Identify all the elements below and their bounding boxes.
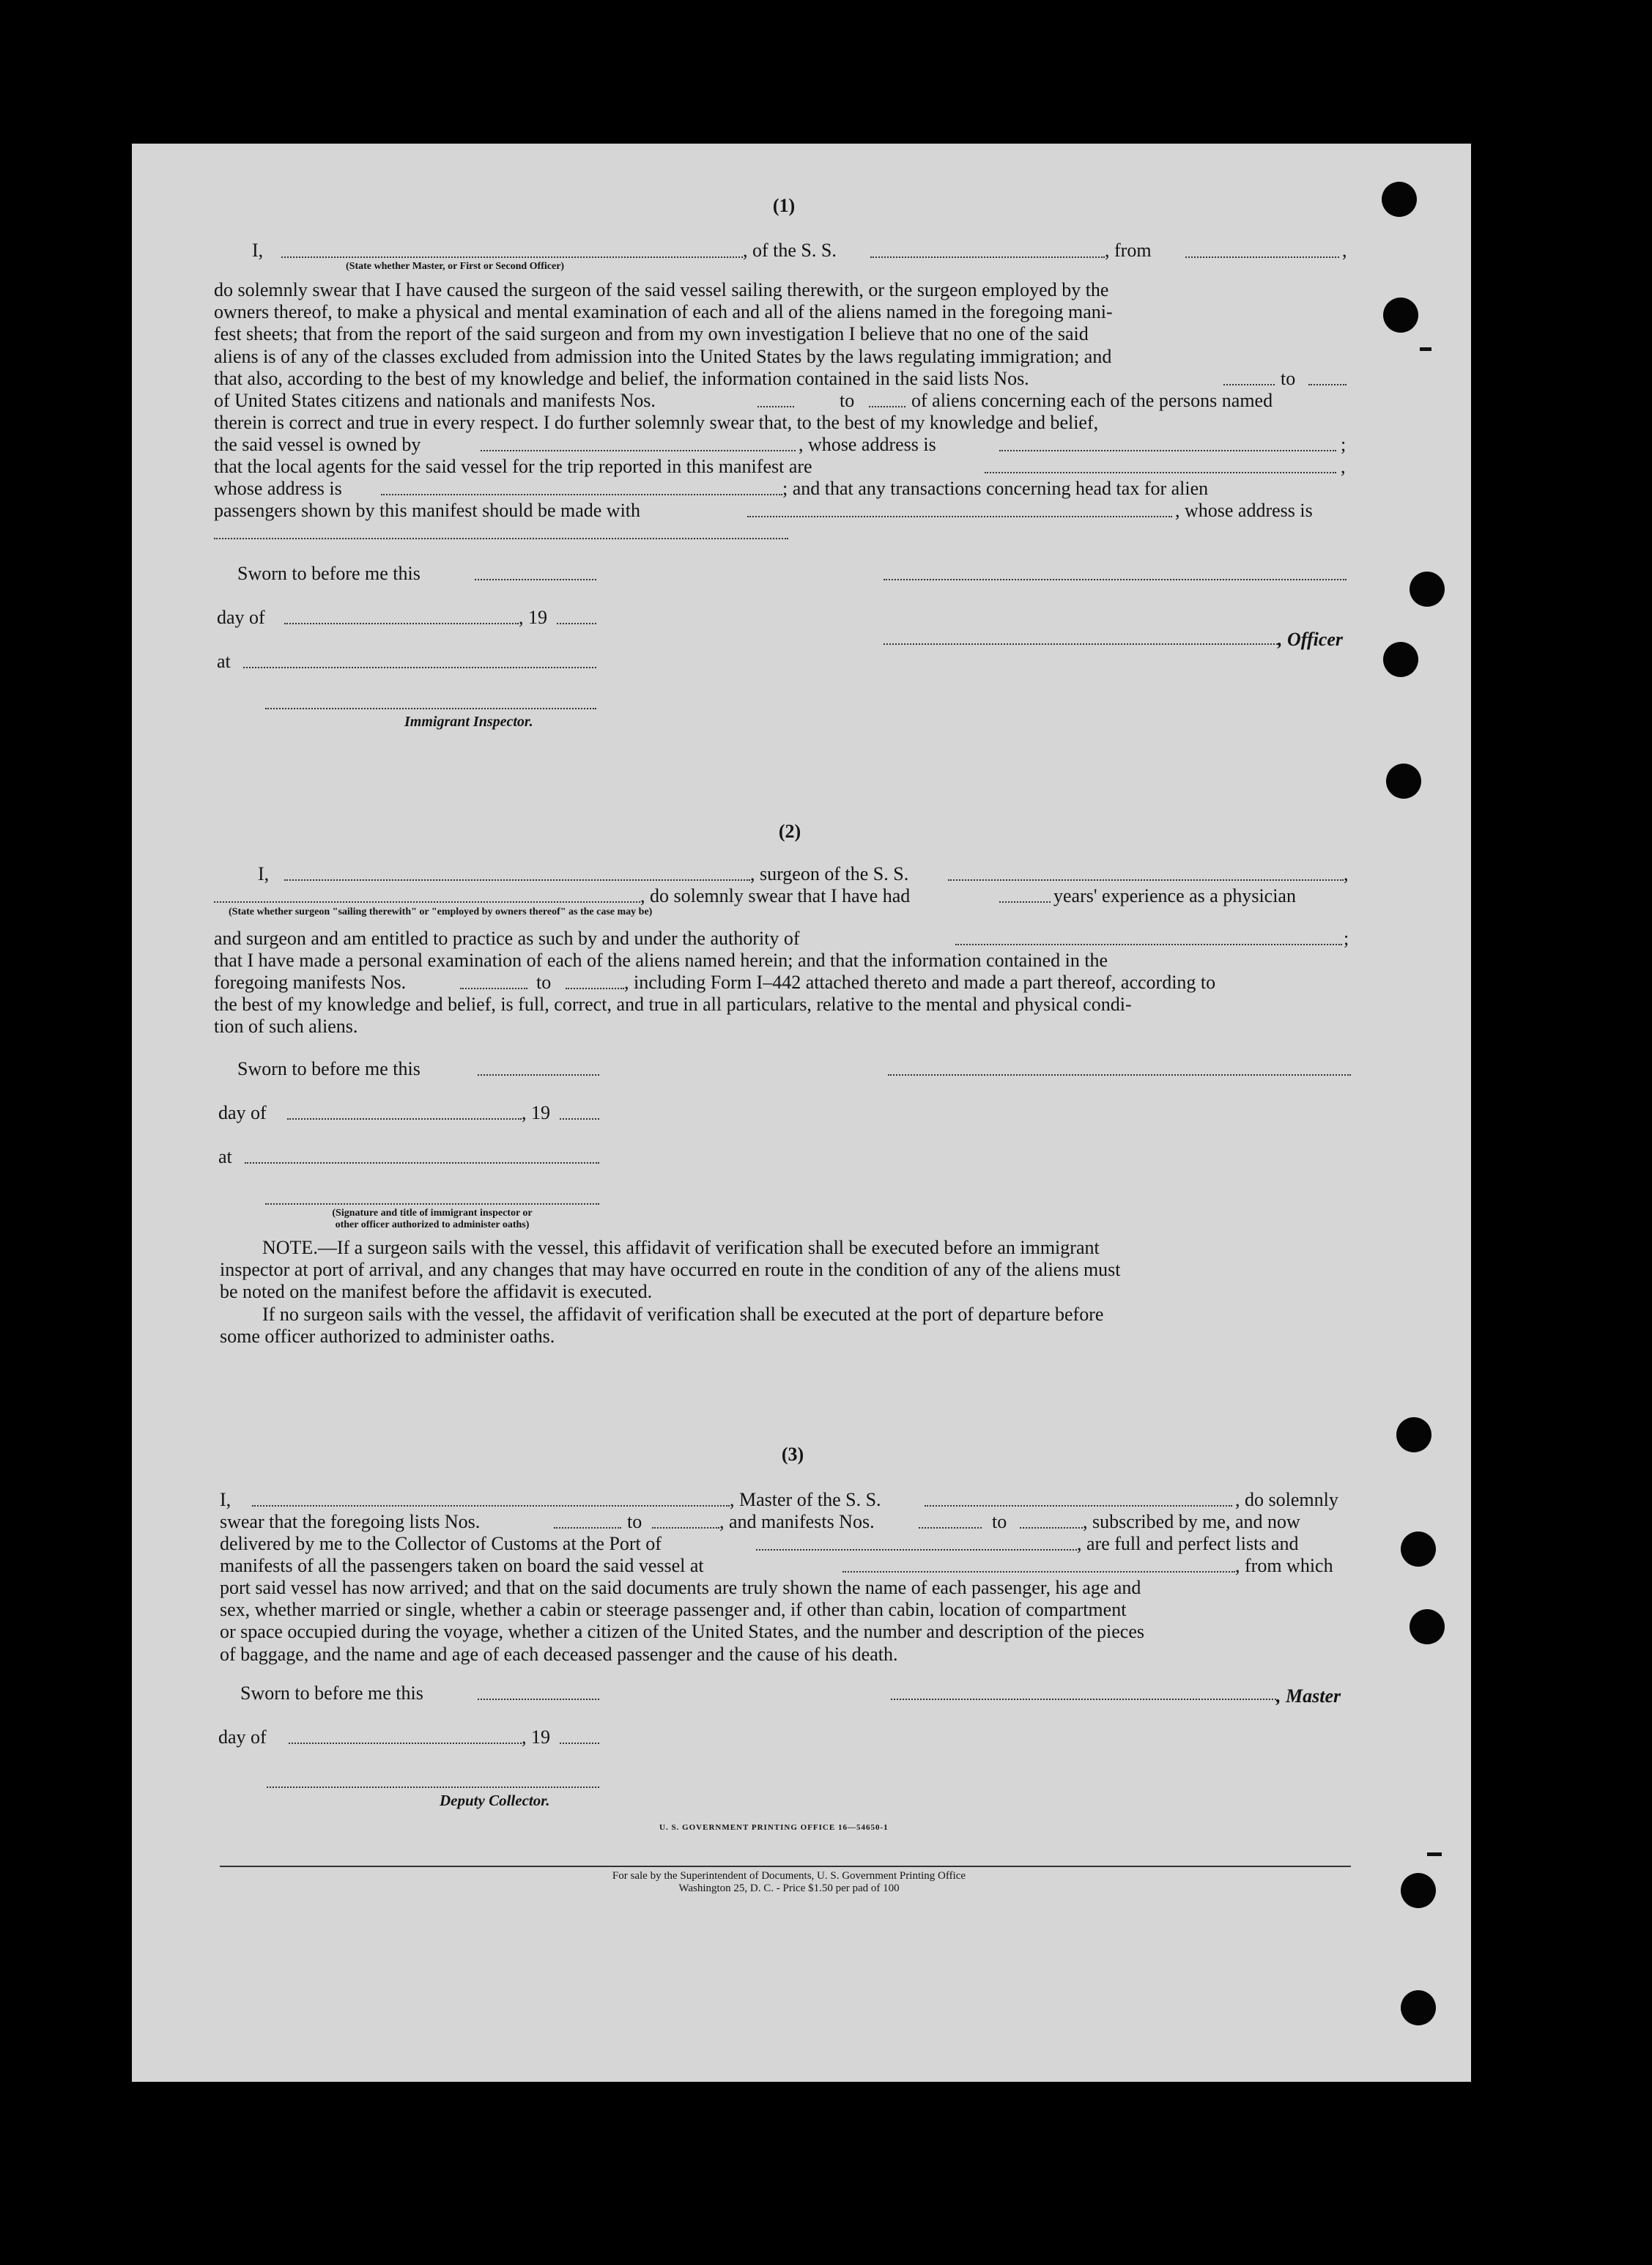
s2-month-field[interactable] bbox=[287, 1118, 522, 1120]
s1-line-8: the said vessel is owned by bbox=[214, 434, 421, 455]
s2-note-line-5: some officer authorized to administer oaths. bbox=[220, 1325, 555, 1347]
s2-line-a: and surgeon and am entitled to practice as such by and under the authority of bbox=[214, 928, 800, 949]
s1-local-agents-field[interactable] bbox=[985, 472, 1336, 473]
section-1-number: (1) bbox=[772, 195, 796, 216]
s1-manifests-to-field[interactable] bbox=[869, 406, 905, 407]
s3-body-paragraph bbox=[220, 1577, 1354, 1666]
s1-owner-address-field[interactable] bbox=[999, 450, 1336, 451]
s1-of-aliens: of aliens concerning each of the persons named bbox=[911, 390, 1273, 411]
s2-semicolon: ; bbox=[1344, 928, 1349, 949]
s2-line-c2: , including Form I–442 attached thereto and made a part thereof, according to bbox=[624, 972, 1216, 993]
s1-line-6: of United States citizens and nationals and manifests Nos. bbox=[214, 390, 656, 411]
s2-sworn-day-field[interactable] bbox=[478, 1074, 599, 1076]
punch-hole bbox=[1383, 298, 1418, 333]
s2-manifests-from-field[interactable] bbox=[460, 988, 527, 989]
s2-years: years' experience as a physician bbox=[1053, 885, 1296, 906]
s1-from-port-field[interactable] bbox=[1185, 256, 1339, 258]
s2-note-line-1: NOTE.—If a surgeon sails with the vessel, this affidavit of verification shall be executed before an immigrant bbox=[262, 1237, 1100, 1258]
s1-whose-address: , whose address is bbox=[799, 434, 936, 455]
s2-line-e: tion of such aliens. bbox=[214, 1016, 358, 1038]
s1-to-1: to bbox=[1281, 368, 1296, 389]
s3-nineteen: , 19 bbox=[522, 1726, 550, 1748]
s2-surgeon-name-field[interactable] bbox=[284, 879, 750, 881]
footer-sale-line-1: For sale by the Superintendent of Documents, U. S. Government Printing Office bbox=[612, 1870, 966, 1882]
s1-line-7: therein is correct and true in every respect. I do further solemnly swear that, to the best of my knowledge and belief, bbox=[214, 412, 1099, 433]
s3-year-field[interactable] bbox=[560, 1743, 599, 1744]
s1-rank-note: (State whether Master, or First or Second Officer) bbox=[346, 261, 565, 272]
s1-lists-from-field[interactable] bbox=[1223, 384, 1275, 385]
s3-day-of: day of bbox=[218, 1726, 267, 1748]
s1-line-5: that also, according to the best of my knowledge and belief, the information contained in the said lists Nos. bbox=[214, 368, 1029, 389]
s3-l2-to1: to bbox=[627, 1511, 642, 1532]
s3-line-4: of baggage, and the name and age of each deceased passenger and the cause of his death. bbox=[220, 1643, 898, 1665]
s3-master-signature-field[interactable] bbox=[891, 1699, 1276, 1700]
s2-note-paragraph bbox=[220, 1237, 1352, 1348]
s1-from: , from bbox=[1105, 240, 1152, 261]
s2-signature-field[interactable] bbox=[888, 1074, 1351, 1076]
s1-manifests-from-field[interactable] bbox=[758, 406, 794, 407]
s1-place-field[interactable] bbox=[243, 667, 596, 668]
s1-agents-address-field[interactable] bbox=[381, 494, 782, 495]
s1-officer-rank-field[interactable] bbox=[281, 256, 743, 258]
s3-line-3: or space occupied during the voyage, whether a citizen of the United States, and the number and description of the pieces bbox=[220, 1621, 1145, 1643]
s3-master-label: , Master bbox=[1276, 1685, 1341, 1707]
s3-line-1: port said vessel has now arrived; and that on the said documents are truly shown the name of each passenger, his age and bbox=[220, 1577, 1141, 1598]
s3-master-name-field[interactable] bbox=[252, 1505, 730, 1507]
s1-head-tax: ; and that any transactions concerning head tax for alien bbox=[782, 478, 1209, 499]
s3-l3b: , are full and perfect lists and bbox=[1077, 1533, 1299, 1554]
s1-month-field[interactable] bbox=[284, 623, 519, 624]
s2-line-b-wrap bbox=[214, 950, 1351, 972]
s1-comma: , bbox=[1342, 240, 1347, 261]
s3-month-field[interactable] bbox=[289, 1743, 522, 1744]
s1-officer-label: , Officer bbox=[1278, 629, 1344, 650]
punch-hole bbox=[1401, 1531, 1436, 1567]
s3-vessel-name-field[interactable] bbox=[925, 1505, 1232, 1507]
s1-sworn: Sworn to before me this bbox=[237, 563, 421, 584]
footer-sale-line-2: Washington 25, D. C. - Price $1.50 per pad of 100 bbox=[678, 1882, 900, 1894]
s3-master-of: , Master of the S. S. bbox=[730, 1489, 881, 1510]
s2-surgeon-type-note: (State whether surgeon "sailing therewith" or "employed by owners thereof" as the case may be) bbox=[229, 906, 653, 917]
punch-hole bbox=[1382, 182, 1417, 217]
s3-do-solemnly: , do solemnly bbox=[1235, 1489, 1338, 1510]
s1-year-field[interactable] bbox=[557, 623, 596, 624]
s3-l4a: manifests of all the passengers taken on board the said vessel at bbox=[220, 1555, 704, 1576]
section-3-number: (3) bbox=[781, 1444, 804, 1465]
s1-line-9: that the local agents for the said vessel for the trip reported in this manifest are bbox=[214, 456, 812, 477]
s3-manifests-from-field[interactable] bbox=[919, 1527, 982, 1529]
s2-note-line-3: be noted on the manifest before the affidavit is executed. bbox=[220, 1281, 653, 1303]
s2-line-d-wrap bbox=[214, 994, 1351, 1038]
s3-boarding-port-field[interactable] bbox=[842, 1571, 1235, 1573]
s1-inspector-label: Immigrant Inspector. bbox=[404, 714, 533, 730]
punch-hole bbox=[1396, 1417, 1431, 1452]
s1-line-4: aliens is of any of the classes excluded from admission into the United States by the laws regulating immigration; and bbox=[214, 345, 1112, 367]
s2-line-b: that I have made a personal examination of each of the aliens named herein; and that the information contained in the bbox=[214, 950, 1108, 971]
s2-sig-note-1: (Signature and title of immigrant inspector or bbox=[332, 1208, 533, 1219]
s2-sworn: Sworn to before me this bbox=[237, 1058, 421, 1079]
s2-authority-field[interactable] bbox=[955, 944, 1342, 945]
s2-note-line-2: inspector at port of arrival, and any changes that may have occurred en route in the condition of any of the aliens must bbox=[220, 1259, 1121, 1281]
s1-head-tax-address-field[interactable] bbox=[214, 538, 788, 539]
s3-l2b: , and manifests Nos. bbox=[719, 1511, 875, 1532]
s1-line-2: owners thereof, to make a physical and mental examination of each and all of the aliens named in the foregoing mani- bbox=[214, 301, 1113, 323]
s3-deputy-label: Deputy Collector. bbox=[440, 1792, 550, 1809]
scan-mark bbox=[1420, 347, 1431, 351]
s1-day-of: day of bbox=[217, 607, 265, 628]
s1-signature-field[interactable] bbox=[884, 579, 1347, 580]
s3-l2a: swear that the foregoing lists Nos. bbox=[220, 1511, 481, 1532]
s3-sworn: Sworn to before me this bbox=[240, 1682, 423, 1704]
punch-hole bbox=[1410, 1609, 1445, 1644]
s3-lists-to-field[interactable] bbox=[652, 1527, 719, 1529]
s2-surgeon-of: , surgeon of the S. S. bbox=[750, 863, 909, 884]
s2-years-field[interactable] bbox=[999, 901, 1051, 903]
s1-body-paragraph bbox=[214, 279, 1347, 368]
s2-manifests-to-field[interactable] bbox=[566, 988, 624, 989]
s3-port-field[interactable] bbox=[756, 1549, 1077, 1551]
s1-line-1: do solemnly swear that I have caused the surgeon of the said vessel sailing therewith, or the surgeon employed by the bbox=[214, 279, 1109, 300]
s1-owner-field[interactable] bbox=[481, 450, 796, 451]
s1-sworn-day-field[interactable] bbox=[475, 579, 596, 580]
s1-semicolon-1: ; bbox=[1341, 434, 1347, 455]
s2-intro-i: I, bbox=[258, 863, 270, 884]
s2-comma: , bbox=[1344, 863, 1349, 884]
s2-day-of: day of bbox=[218, 1102, 267, 1123]
s2-at: at bbox=[218, 1146, 232, 1167]
s1-at: at bbox=[217, 651, 231, 672]
s3-deputy-signature-field[interactable] bbox=[267, 1786, 599, 1788]
footer-rule bbox=[220, 1866, 1351, 1867]
punch-hole bbox=[1383, 642, 1418, 677]
s2-vessel-name-field[interactable] bbox=[948, 879, 1344, 881]
s2-inspector-signature-field[interactable] bbox=[265, 1203, 599, 1205]
s2-sig-note-2: other officer authorized to administer oaths) bbox=[335, 1219, 530, 1230]
s2-line-c-to: to bbox=[536, 972, 552, 993]
s3-lists-from-field[interactable] bbox=[554, 1527, 621, 1529]
s3-line-2: sex, whether married or single, whether a cabin or steerage passenger and, if other than cabin, location of compartment bbox=[220, 1599, 1127, 1621]
s3-l4b: , from which bbox=[1235, 1555, 1333, 1576]
punch-hole bbox=[1410, 572, 1445, 607]
s1-whose-address-end: , whose address is bbox=[1175, 500, 1313, 521]
s2-year-field[interactable] bbox=[560, 1118, 599, 1120]
s2-nineteen: , 19 bbox=[522, 1102, 550, 1123]
s1-to-2: to bbox=[840, 390, 855, 411]
s1-vessel-name-field[interactable] bbox=[870, 256, 1105, 258]
s2-do-solemnly: , do solemnly swear that I have had bbox=[640, 885, 911, 906]
s1-nineteen: , 19 bbox=[519, 607, 547, 628]
s1-of-the-ss: , of the S. S. bbox=[743, 240, 837, 261]
punch-hole bbox=[1401, 1873, 1436, 1908]
s1-line-10: whose address is bbox=[214, 478, 342, 499]
s1-officer-signature-field[interactable] bbox=[884, 643, 1278, 645]
scan-mark bbox=[1427, 1852, 1442, 1856]
s2-place-field[interactable] bbox=[245, 1162, 599, 1164]
s1-comma-2: , bbox=[1341, 456, 1346, 477]
section-2-number: (2) bbox=[778, 821, 801, 842]
s3-sworn-day-field[interactable] bbox=[478, 1699, 599, 1700]
s3-l2-to2: to bbox=[992, 1511, 1007, 1532]
s1-head-tax-party-field[interactable] bbox=[747, 516, 1172, 517]
s1-line-11: passengers shown by this manifest should be made with bbox=[214, 500, 641, 521]
printing-office-code: U. S. GOVERNMENT PRINTING OFFICE 16—54650-1 bbox=[659, 1823, 889, 1832]
s1-line-3: fest sheets; that from the report of the said surgeon and from my own investigation I believe that no one of the said bbox=[214, 323, 1089, 345]
punch-hole bbox=[1401, 1990, 1436, 2025]
s3-l3a: delivered by me to the Collector of Customs at the Port of bbox=[220, 1533, 662, 1554]
s2-line-c1: foregoing manifests Nos. bbox=[214, 972, 407, 993]
s2-surgeon-type-field[interactable] bbox=[214, 901, 640, 903]
s2-line-d: the best of my knowledge and belief, is full, correct, and true in all particulars, relative to the mental and physical condi- bbox=[214, 994, 1132, 1015]
s1-intro-i: I, bbox=[252, 240, 264, 261]
s3-l2c: , subscribed by me, and now bbox=[1083, 1511, 1300, 1532]
s1-lists-to-field[interactable] bbox=[1308, 384, 1347, 385]
s1-inspector-signature-field[interactable] bbox=[265, 708, 596, 709]
s2-note-line-4: If no surgeon sails with the vessel, the affidavit of verification shall be executed at the port of departure before bbox=[262, 1303, 1104, 1325]
punch-hole bbox=[1386, 764, 1421, 799]
s3-intro-i: I, bbox=[220, 1489, 231, 1510]
s3-manifests-to-field[interactable] bbox=[1020, 1527, 1083, 1529]
